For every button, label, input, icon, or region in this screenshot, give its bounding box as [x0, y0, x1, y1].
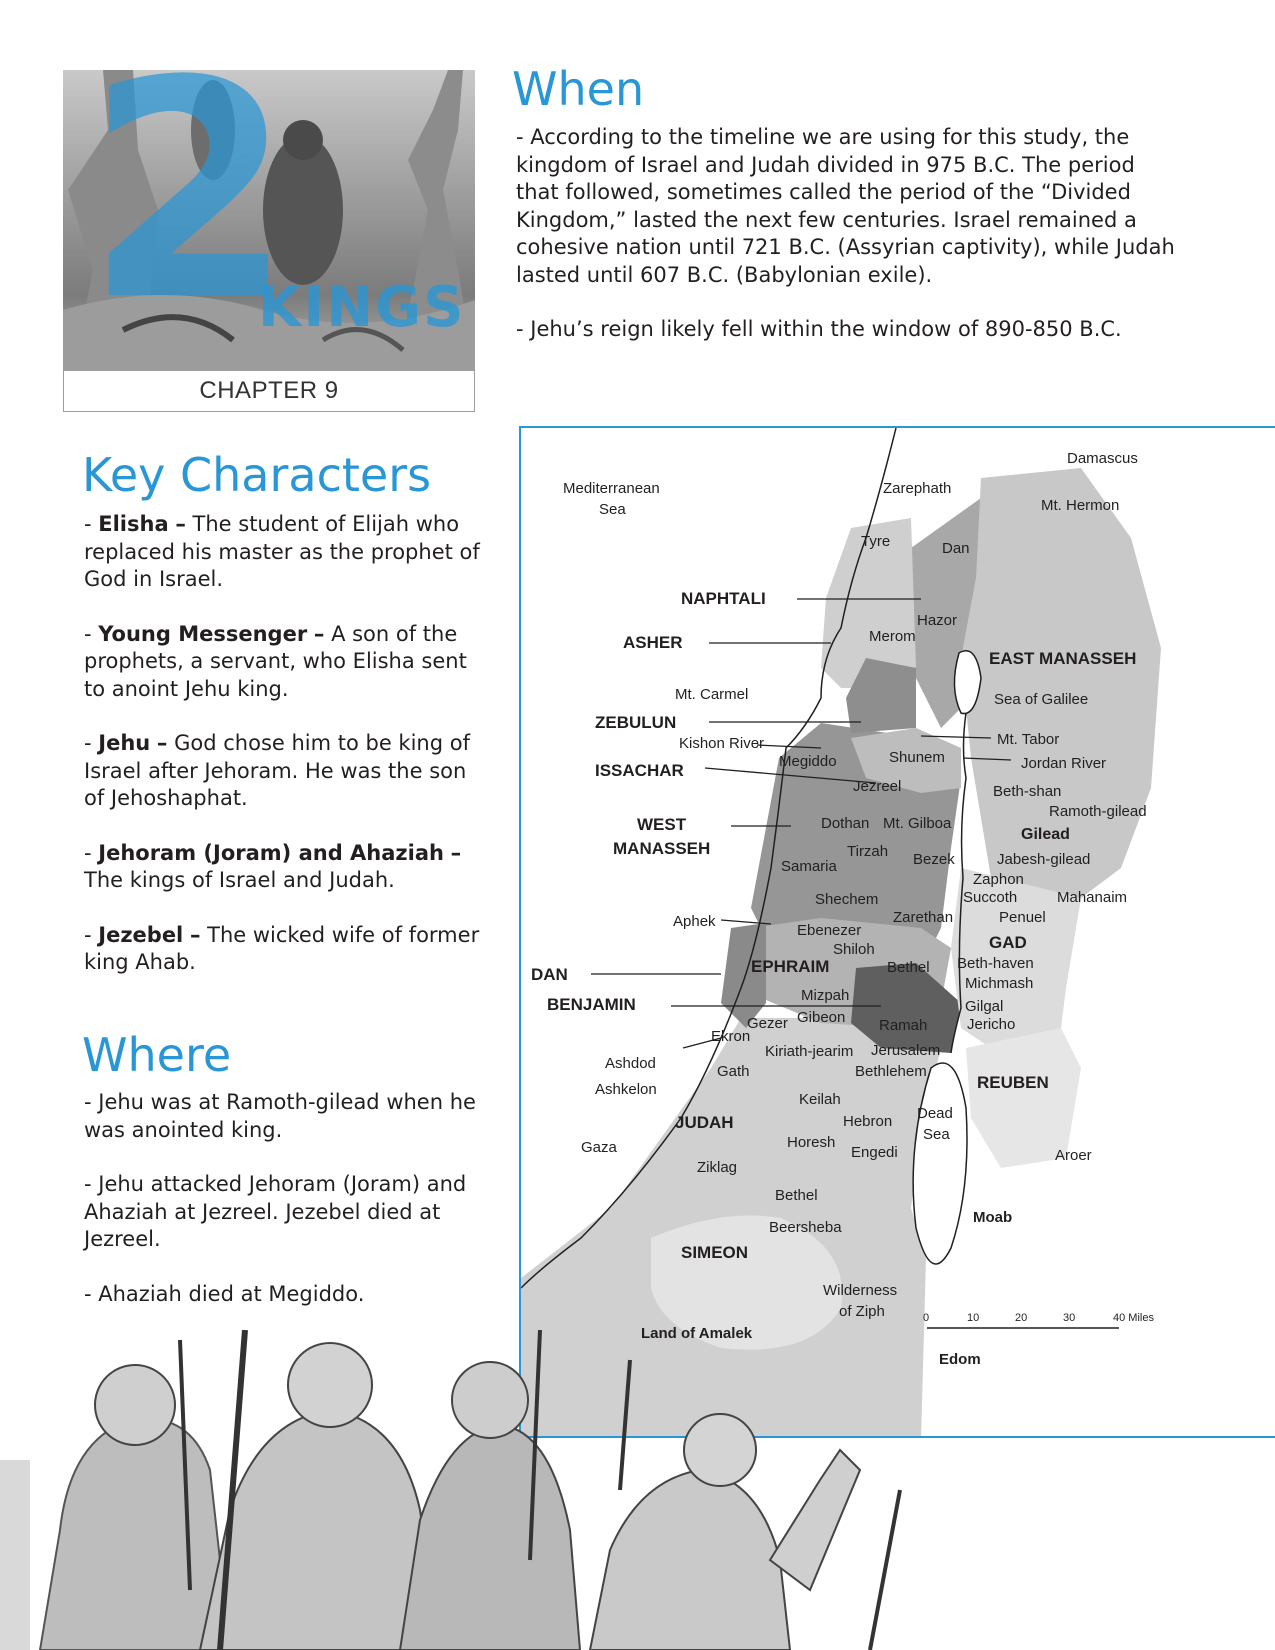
map-place-label: Zarethan	[893, 909, 954, 926]
map-place-label: Penuel	[999, 909, 1046, 926]
book-cover-image	[63, 70, 475, 370]
map-place-label: Kiriath-jearim	[765, 1043, 854, 1060]
character-entry: - Young Messenger – A son of the prophets, a servant, who Elisha sent to anoint Jehu king.	[84, 621, 467, 701]
map-tribe-label: REUBEN	[977, 1073, 1049, 1092]
map-place-label: Gaza	[581, 1139, 617, 1156]
map-of-tribal-territories	[519, 426, 1275, 1438]
character-description: The student of Elijah who replaced his master as the prophet of God in Israel.	[84, 512, 480, 591]
map-place-label: Tirzah	[847, 843, 889, 860]
map-place-label: Gath	[717, 1063, 750, 1080]
map-drawing	[521, 428, 1275, 1438]
map-place-label: Bethel	[775, 1187, 818, 1204]
map-place-label: Mt. Gilboa	[883, 815, 952, 832]
map-place-label: Mt. Hermon	[1041, 497, 1120, 514]
scale-tick: 0	[923, 1312, 930, 1324]
map-place-label: Bethel	[887, 959, 930, 976]
map-place-label: Shiloh	[833, 941, 875, 958]
map-place-label: Wilderness	[823, 1282, 898, 1299]
map-region-label: Moab	[973, 1209, 1013, 1226]
when-paragraph: - According to the timeline we are using for this study, the kingdom of Israel and Judah divided in 975 B.C. The period that followed, sometimes called the period of the “Divided Kingdom,” lasted the next few centuries. Israel remained a cohesive nation until 721 B.C. (Assyrian captivity), while Judah lasted until 607 B.C. (Babylonian exile).	[516, 125, 1175, 287]
map-tribe-label: ISSACHAR	[595, 761, 684, 780]
where-section	[84, 1089, 484, 1335]
map-place-label: Ramoth-gilead	[1049, 803, 1147, 820]
cover-number: 2	[85, 70, 294, 366]
map-place-label: of Ziph	[839, 1303, 885, 1320]
map-place-label: Succoth	[963, 889, 1018, 906]
map-place-label: Ashkelon	[595, 1081, 657, 1098]
map-tribe-label: BENJAMIN	[547, 995, 636, 1014]
where-paragraph: - Jehu was at Ramoth-gilead when he was anointed king.	[84, 1090, 476, 1142]
map-region-label: Edom	[939, 1351, 981, 1368]
map-tribe-label: MANASSEH	[613, 839, 711, 858]
map-place-label: Tyre	[861, 533, 891, 550]
map-place-label: Shechem	[815, 891, 879, 908]
map-tribe-label: ZEBULUN	[595, 713, 677, 732]
map-place-label: Ebenezer	[797, 922, 862, 939]
map-tribe-label: NAPHTALI	[681, 589, 766, 608]
map-place-label: Kishon River	[679, 735, 765, 752]
map-place-label: Ashdod	[605, 1055, 656, 1072]
map-place-label: Keilah	[799, 1091, 841, 1108]
map-place-label: Jezreel	[853, 778, 902, 795]
map-place-label: Megiddo	[779, 753, 837, 770]
scale-tick: 40 Miles	[1113, 1312, 1154, 1324]
map-place-label: Beth-haven	[957, 955, 1034, 972]
map-place-label: Bezek	[913, 851, 955, 868]
map-tribe-label: SIMEON	[681, 1243, 749, 1262]
character-description: The wicked wife of former king Ahab.	[84, 922, 480, 974]
where-paragraph: - Jehu attacked Jehoram (Joram) and Ahaziah at Jezreel. Jezebel died at Jezreel.	[84, 1172, 467, 1251]
character-name: Jehu	[98, 731, 151, 755]
when-heading: When	[512, 62, 645, 116]
map-place-label: Gilgal	[965, 998, 1004, 1015]
map-place-label: Sea of Galilee	[994, 691, 1089, 708]
map-place-label: Aroer	[1055, 1147, 1092, 1164]
map-place-label: Jordan River	[1021, 755, 1107, 772]
character-name: Elisha	[98, 512, 169, 536]
when-section	[516, 124, 1176, 371]
map-tribe-label: WEST	[637, 815, 687, 834]
map-place-label: Shunem	[889, 749, 945, 766]
map-place-label: Beersheba	[769, 1219, 842, 1236]
map-place-label: Mahanaim	[1057, 889, 1128, 906]
where-heading: Where	[82, 1028, 232, 1082]
map-place-label: Dan	[942, 540, 970, 557]
when-paragraph: - Jehu’s reign likely fell within the window of 890-850 B.C.	[516, 317, 1122, 341]
map-region-label: Land of Amalek	[641, 1325, 753, 1342]
map-place-label: Bethlehem	[855, 1063, 927, 1080]
map-tribe-label: GAD	[989, 933, 1027, 952]
map-place-label: Ramah	[879, 1017, 928, 1034]
map-place-label: Zaphon	[973, 871, 1024, 888]
map-place-label: Ekron	[711, 1028, 751, 1045]
map-place-label: Mizpah	[801, 987, 850, 1004]
character-name: Jezebel	[98, 922, 184, 947]
map-place-label: Mt. Tabor	[997, 731, 1060, 748]
map-place-label: Samaria	[781, 858, 837, 875]
character-entry: - Jehoram (Joram) and Ahaziah – The kings of Israel and Judah.	[84, 840, 462, 892]
key-characters-list	[84, 511, 484, 1004]
engraving-drawing	[0, 1330, 950, 1650]
chapter-label: CHAPTER 9	[63, 370, 475, 412]
map-tribe-label: ASHER	[623, 633, 683, 652]
map-place-label: Hebron	[843, 1113, 893, 1130]
map-place-label: Mt. Carmel	[675, 686, 749, 703]
character-description: God chose him to be king of Israel after Jehoram. He was the son of Jehoshaphat.	[84, 731, 470, 810]
where-paragraph: - Ahaziah died at Megiddo.	[84, 1281, 365, 1306]
map-tribe-label: EAST MANASSEH	[989, 649, 1137, 668]
character-entry: - Elisha – The student of Elijah who replaced his master as the prophet of God in Israel.	[84, 512, 480, 591]
character-description: A son of the prophets, a servant, who Elisha sent to anoint Jehu king.	[84, 621, 467, 701]
map-tribe-label: JUDAH	[675, 1113, 734, 1132]
map-place-label: Merom	[869, 628, 916, 645]
map-place-label: Jabesh-gilead	[997, 851, 1091, 868]
character-name: Jehoram (Joram) and Ahaziah	[98, 840, 444, 865]
character-name: Young Messenger	[98, 621, 308, 646]
map-tribe-label: EPHRAIM	[751, 957, 830, 976]
map-place-label: Dead	[917, 1105, 953, 1122]
map-place-label: Mediterranean	[563, 480, 660, 497]
character-entry: - Jezebel – The wicked wife of former king Ahab.	[84, 922, 480, 974]
character-description: The kings of Israel and Judah.	[84, 868, 395, 892]
cover-title-word: KINGS	[258, 275, 466, 340]
map-place-label: Hazor	[917, 612, 958, 629]
scale-tick: 10	[967, 1312, 980, 1324]
map-place-label: Engedi	[851, 1144, 898, 1161]
map-place-label: Damascus	[1067, 450, 1138, 467]
scale-tick: 20	[1015, 1312, 1028, 1324]
map-place-label: Gezer	[747, 1015, 788, 1032]
map-place-label: Ziklag	[697, 1159, 738, 1176]
scale-tick: 30	[1063, 1312, 1076, 1324]
map-place-label: Zarephath	[883, 480, 952, 497]
map-place-label: Aphek	[673, 913, 716, 930]
map-place-label: Gibeon	[797, 1009, 846, 1026]
map-place-label: Beth-shan	[993, 783, 1062, 800]
character-entry: - Jehu – God chose him to be king of Israel after Jehoram. He was the son of Jehoshaphat.	[84, 731, 470, 810]
map-tribe-label: DAN	[531, 965, 568, 984]
map-place-label: Jericho	[967, 1016, 1016, 1033]
map-region-label: Gilead	[1021, 826, 1070, 843]
kings-engraving-illustration	[0, 1330, 950, 1650]
map-place-label: Dothan	[821, 815, 870, 832]
key-characters-heading: Key Characters	[82, 448, 432, 502]
map-place-label: Sea	[923, 1126, 950, 1143]
map-place-label: Horesh	[787, 1134, 836, 1151]
map-place-label: Michmash	[965, 975, 1034, 992]
map-place-label: Sea	[599, 501, 626, 518]
map-place-label: Jerusalem	[871, 1042, 941, 1059]
